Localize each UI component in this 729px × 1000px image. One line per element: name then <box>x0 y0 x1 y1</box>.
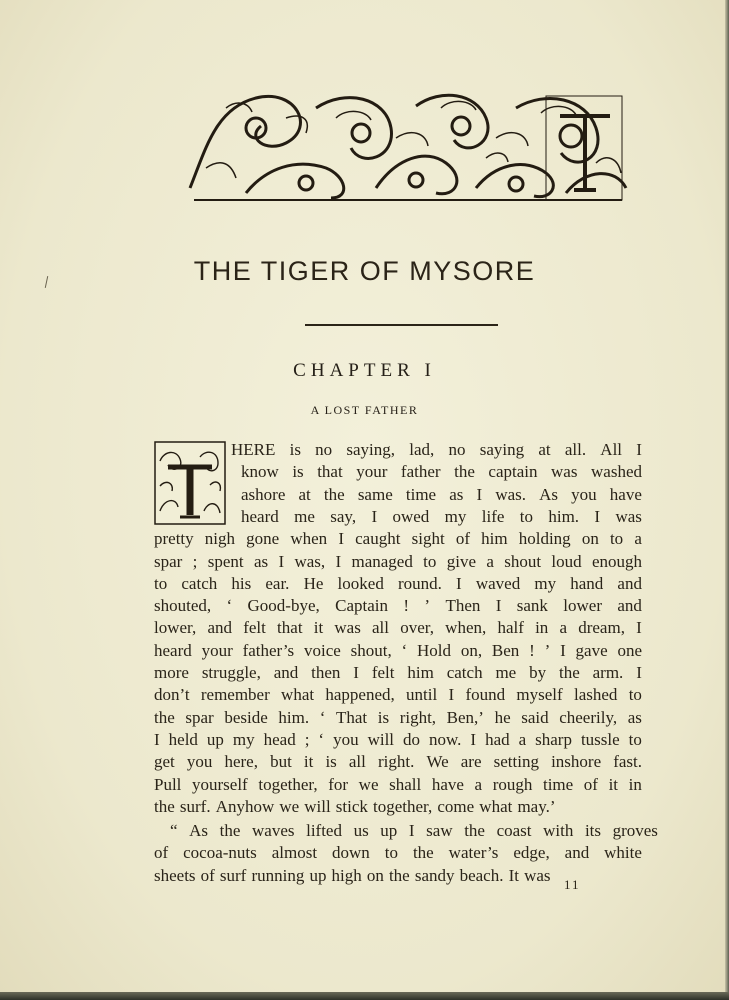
text-line: I held up my head ; ‘ you will do now. I had a sharp tussle to <box>154 729 642 749</box>
text-line: shouted, ‘ Good-bye, Captain ! ’ Then I sank lower and <box>154 596 642 616</box>
text-line: heard me say, I owed my life to him. I was <box>241 506 642 526</box>
book-edge-bottom <box>0 992 729 1000</box>
text-line: pretty nigh gone when I caught sight of him holding on to a <box>154 529 642 549</box>
text-line: of cocoa-nuts almost down to the water’s edge, and white <box>154 843 642 863</box>
book-title: THE TIGER OF MYSORE <box>193 256 536 286</box>
text-line: heard your father’s voice shout, ‘ Hold on, Ben ! ’ I gave one <box>154 640 642 660</box>
book-edge-right <box>725 0 729 1000</box>
ornamental-headpiece <box>186 88 630 206</box>
text-line: lower, and felt that it was all over, when, half in a dream, I <box>154 618 642 638</box>
text-line: the spar beside him. ‘ That is right, Ben,’ he said cheerily, as <box>154 707 642 727</box>
text-line: know is that your father the captain was washed <box>241 462 642 482</box>
text-line: Pull yourself together, for we shall have a rough time of it in <box>154 774 642 794</box>
text-line: ashore at the same time as I was. As you have <box>241 484 642 504</box>
chapter-subtitle: A LOST FATHER <box>310 403 419 417</box>
text-line: get you here, but it is all right. We are setting inshore fast. <box>154 752 642 772</box>
text-line: HERE is no saying, lad, no saying at all. All I <box>231 440 642 459</box>
text-line: to catch his ear. He looked round. I waved my hand and <box>154 573 642 593</box>
text-line: “ As the waves lifted us up I saw the coast with its groves <box>170 821 658 841</box>
text-line: sheets of surf running up high on the sandy beach. It was <box>154 865 551 885</box>
text-line: the surf. Anyhow we will stick together, come what may.’ <box>154 796 556 816</box>
title-rule <box>305 324 498 326</box>
text-line: don’t remember what happened, until I found myself lashed to <box>154 685 642 705</box>
chapter-heading: CHAPTER I <box>293 360 436 381</box>
drop-cap <box>154 441 226 525</box>
text-line: spar ; spent as I was, I managed to give a shout loud enough <box>154 551 642 571</box>
text-line: more struggle, and then I felt him catch me by the arm. I <box>154 663 642 682</box>
page-number: 11 <box>564 877 581 892</box>
